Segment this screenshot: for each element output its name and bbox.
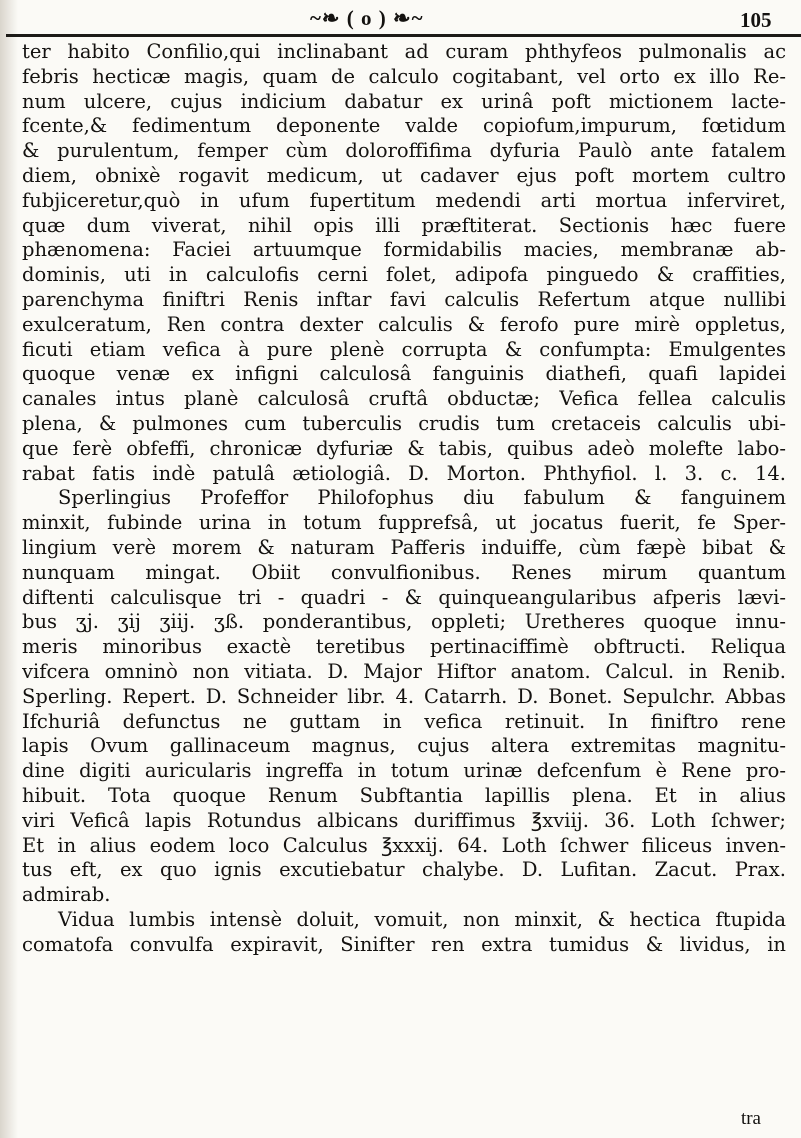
running-head: ~❧ ( o ) ❧~ <box>310 6 424 30</box>
text-line: que ferè obfeffi, chronicæ dyfuriæ & tabis, quibus adeò molefte labo- <box>22 436 786 460</box>
text-line: Ifchuriâ defunctus ne guttam in vefica retinuit. In finiftro rene <box>22 709 786 733</box>
page-number: 105 <box>740 8 772 32</box>
gutter-shadow <box>0 0 18 1138</box>
text-line: hibuit. Tota quoque Renum Subftantia lapillis plena. Et in alius <box>22 783 786 807</box>
catchword: tra <box>740 1108 761 1129</box>
text-line: plena, & pulmones cum tuberculis crudis tum cretaceis calculis ubi- <box>22 411 786 435</box>
text-line: admirab. <box>22 883 111 907</box>
text-line: minxit, fubinde urina in totum fupprefsâ, ut jocatus fuerit, fe Sper- <box>22 511 786 535</box>
text-line: rabat fatis indè patulâ ætiologiâ. D. Morton. Phthyfiol. l. 3. c. 14. <box>22 461 786 485</box>
page-header <box>0 4 801 34</box>
text-line: viri Veficâ lapis Rotundus albicans duriffimus ℥xviij. 36. Loth ſchwer; <box>22 808 786 832</box>
text-line: Sperling. Repert. D. Schneider libr. 4. Catarrh. D. Bonet. Sepulchr. Abbas <box>22 684 786 708</box>
text-line: bus ʒj. ʒij ʒiij. ʒß. ponderantibus, oppleti; Uretheres quoque innu- <box>22 610 786 634</box>
text-line: dominis, uti in calculofis cerni folet, adipofa pinguedo & craffities, <box>22 263 786 287</box>
text-line: fubjiceretur,quò in ufum fupertitum medendi arti mortua inferviret, <box>22 188 786 212</box>
text-line: comatofa convulfa expiravit, Sinifter ren extra tumidus & lividus, in <box>22 932 786 956</box>
text-line: quæ dum viverat, nihil opis illi præftiterat. Sectionis hæc fuere <box>22 213 786 237</box>
text-line: ficuti etiam vefica à pure plenè corrupta & confumpta: Emulgentes <box>22 337 786 361</box>
text-line: quoque venæ ex infigni calculosâ fanguinis diathefi, quafi lapidei <box>22 362 786 386</box>
text-line: ter habito Confilio,qui inclinabant ad curam phthyfeos pulmonalis ac <box>22 40 786 63</box>
text-line: nunquam mingat. Obiit convulfionibus. Renes mirum quantum <box>22 560 786 584</box>
body-text <box>22 40 786 957</box>
text-line: lingium verè morem & naturam Pafferis induiffe, cùm fæpè bibat & <box>22 535 786 559</box>
text-line: febris hecticæ magis, quam de calculo cogitabant, vel orto ex illo Re- <box>22 64 786 88</box>
text-line: vifcera omninò non vitiata. D. Major Hiftor anatom. Calcul. in Renib. <box>22 659 786 683</box>
text-line: canales intus planè calculosâ cruftâ obductæ; Vefica fellea calculis <box>22 387 786 411</box>
text-line: tus eft, ex quo ignis excutiebatur chalybe. D. Lufitan. Zacut. Prax. <box>22 858 786 882</box>
text-line: parenchyma finiftri Renis inftar favi calculis Refertum atque nullibi <box>22 287 786 311</box>
text-line: Et in alius eodem loco Calculus ℥xxxij. 64. Loth ſchwer filiceus inven- <box>22 833 786 857</box>
text-line: meris minoribus exactè teretibus pertinaciffimè obftructi. Reliqua <box>22 635 786 659</box>
text-line: phænomena: Faciei artuumque formidabilis macies, membranæ ab- <box>22 238 786 262</box>
text-line: lapis Ovum gallinaceum magnus, cujus altera extremitas magnitu- <box>22 734 786 758</box>
text-line: Vidua lumbis intensè doluit, vomuit, non minxit, & hectica ftupida <box>58 907 786 931</box>
text-line: dine digiti auricularis ingreffa in totum urinæ defcenfum è Rene pro- <box>22 759 786 783</box>
text-line: diem, obnixè rogavit medicum, ut cadaver ejus poft mortem cultro <box>22 163 786 187</box>
text-line: exulceratum, Ren contra dexter calculis & ferofo pure mirè oppletus, <box>22 312 786 336</box>
text-line: Sperlingius Profeffor Philofophus diu fabulum & fanguinem <box>58 486 786 510</box>
text-line: & purulentum, femper cùm doloroffifima dyfuria Paulò ante fatalem <box>22 139 786 163</box>
text-line: fcente,& fedimentum deponente valde copiofum,impurum, fœtidum <box>22 114 786 138</box>
text-line: diftenti calculisque tri - quadri - & quinqueangularibus afperis lævi- <box>22 585 786 609</box>
header-rule <box>6 34 801 37</box>
text-line: num ulcere, cujus indicium dabatur ex urinâ poft mictionem lacte- <box>22 89 786 113</box>
